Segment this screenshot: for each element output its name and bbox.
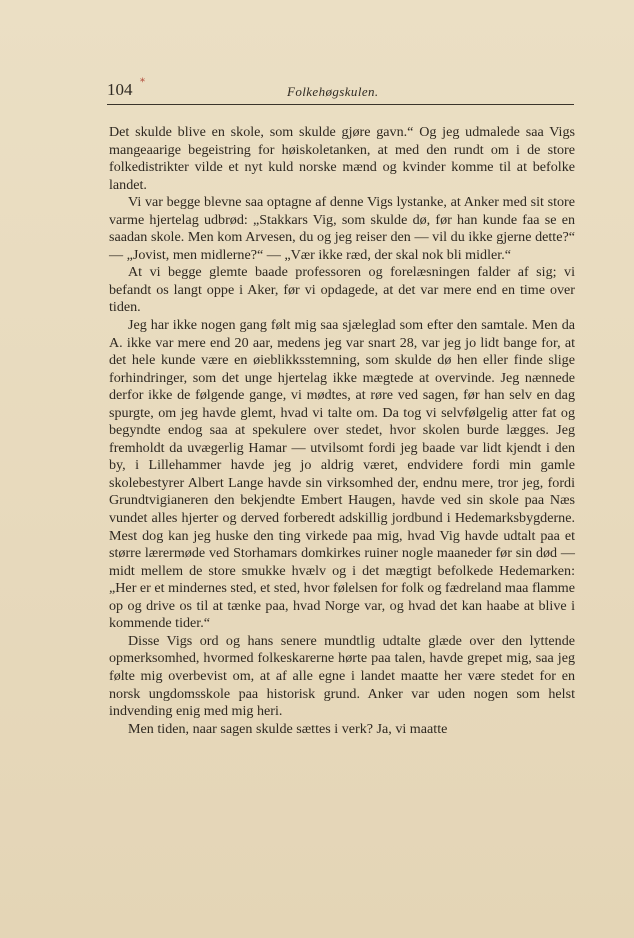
ink-mark: * [140, 77, 145, 88]
running-head: Folkehøgskulen. [287, 84, 379, 99]
paragraph: At vi begge glemte baade professoren og forelæsningen falder af sig; vi befandt os langt oppe i Aker, før vi opdagede, at det var mere end en time over tiden. [109, 264, 575, 316]
paragraph: Disse Vigs ord og hans senere mundtlig udtalte glæde over den lyttende opmerksomhed, hvormed folkeskarerne hørte paa talen, havde grepet mig, saa jeg følte mig overbevist om, at af alle egne i landet maatte her være stedet for en norsk ungdomsskole paa historisk grund. Anker var uden nogen som helst indvending enig med mig heri. [109, 632, 575, 720]
page-header [107, 77, 572, 102]
header-rule [107, 104, 574, 105]
paragraph: Men tiden, naar sagen skulde sættes i verk? Ja, vi maatte [128, 720, 448, 737]
paragraph: Vi var begge blevne saa optagne af denne Vigs lystanke, at Anker med sit store varme hjertelag udbrød: „Stakkars Vig, som skulde dø, før han kunde faa se en saadan skole. Men kom Arvesen, du og jeg reiser den — vil du ikke gjerne dette?“ — „Jovist, men midlerne?“ — „Vær ikke ræd, der skal nok bli midler.“ [109, 194, 575, 263]
body-text [109, 124, 575, 738]
page-number: 104 [107, 80, 133, 99]
paragraph: Jeg har ikke nogen gang følt mig saa sjæleglad som efter den samtale. Men da A. ikke var mere end 20 aar, medens jeg var snart 28, var jeg jo lidt bange for, at det hele kunde være en øieblikksstemning, som skulde dø hen eller finde slige forhindringer, som det unge hjertelag ikke mægtede at overvinde. Jeg nænnede derfor ikke de følgende gange, vi mødtes, at røre ved sagen, før han selv en dag spurgte, om jeg havde glemt, hvad vi talte om. Da tog vi selvfølgelig atter fat og begyndte endog saa at spekulere over stedet, hvor skolen burde lægges. Jeg fremholdt da uvægerlig Hamar — utvilsomt fordi jeg baade var lidt kjendt i den by, i Lillehammer havde jeg jo aldrig været, endvidere fordi min gamle skolebestyrer Albert Lange havde sin virksomhed der, endnu mere, tror jeg, fordi Grundtvigianeren den bekjendte Embert Haugen, havde ved sin skole paa Næs vundet alles hjerter og derved forberedt adskillig jordbund i Hedemarksbygderne. Mest dog kan jeg huske den ting virkede paa mig, hvad Vig havde udtalt paa et større lærermøde ved Storhamars domkirkes ruiner nogle maaneder før sin død — midt mellem de store smukke hvælv og i det mægtigt befolkede Hedemarken: „Her er et mindernes sted, et sted, hvor følelsen for folk og fædreland maa flamme op og drive os til at tænke paa, hvad Norge var, og hvad det kan haabe at blive i kommende tider.“ [109, 317, 575, 632]
paragraph: Det skulde blive en skole, som skulde gjøre gavn.“ Og jeg udmalede saa Vigs mangeaarige begeistring for høiskoletanken, at med den rundt om i de store folkedistrikter vilde et nyt kuld norske mænd og kvinder komme til at befolke landet. [109, 124, 575, 193]
